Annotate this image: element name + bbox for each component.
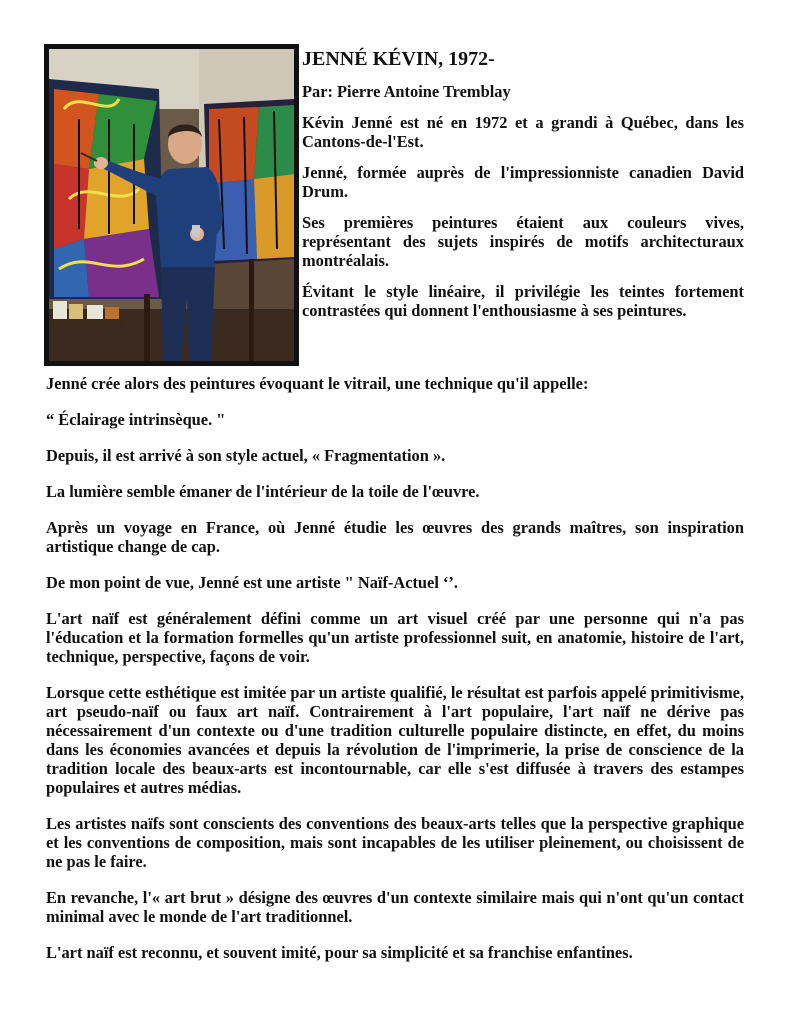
body-paragraph: Lorsque cette esthétique est imitée par un artiste qualifié, le résultat est parfois appelé primitivisme, art pseudo-naïf ou faux art naïf. Contrairement à l'art populaire, l'art naïf ne dérive pas nécessairement d'un contexte ou d'une tradition culturelle populaire distincte, en effet, du moins dans les économies avancées et depuis la révolution de l'imprimerie, la prise de conscience de la tradition locale des beaux-arts est incontournable, car elle s'est diffusée à travers des estampes populaires et autres médias.	[46, 683, 745, 797]
intro-paragraph: Ses premières peintures étaient aux couleurs vives, représentant des sujets inspirés de motifs architecturaux montréalais.	[302, 213, 744, 270]
intro-paragraph: Évitant le style linéaire, il privilégie les teintes fortement contrastées qui donnent l'enthousiasme à ses peintures.	[302, 282, 744, 320]
body-paragraph: De mon point de vue, Jenné est une artiste " Naïf-Actuel ‘’.	[46, 573, 458, 592]
header-column	[302, 46, 744, 332]
artist-photo-frame	[44, 44, 299, 366]
body-paragraph: En revanche, l'« art brut » désigne des œuvres d'un contexte similaire mais qui n'ont qu'un contact minimal avec le monde de l'art traditionnel.	[46, 888, 744, 926]
body-paragraph: Jenné crée alors des peintures évoquant le vitrail, une technique qu'il appelle:	[46, 374, 589, 393]
body-column	[46, 374, 744, 979]
body-paragraph: Les artistes naïfs sont conscients des conventions des beaux-arts telles que la perspective graphique et les conventions de composition, mais sont incapables de les utiliser pleinement, ou choisissent de ne pas le faire.	[46, 814, 744, 871]
intro-paragraph: Kévin Jenné est né en 1972 et a grandi à Québec, dans les Cantons-de-l'Est.	[302, 113, 744, 151]
body-paragraph: Depuis, il est arrivé à son style actuel, « Fragmentation ».	[46, 446, 446, 465]
body-paragraph: L'art naïf est reconnu, et souvent imité, pour sa simplicité et sa franchise enfantines.	[46, 943, 633, 962]
author-line: Par: Pierre Antoine Tremblay	[302, 82, 511, 101]
page-title: JENNÉ KÉVIN, 1972-	[302, 48, 495, 70]
body-paragraph: La lumière semble émaner de l'intérieur de la toile de l'œuvre.	[46, 482, 480, 501]
artist-painting-photo	[49, 49, 294, 361]
body-paragraph: Après un voyage en France, où Jenné étudie les œuvres des grands maîtres, son inspiration artistique change de cap.	[46, 518, 744, 556]
intro-paragraph: Jenné, formée auprès de l'impressionniste canadien David Drum.	[302, 163, 744, 201]
body-paragraph: L'art naïf est généralement défini comme un art visuel créé par une personne qui n'a pas l'éducation et la formation formelles qu'un artiste professionnel suit, en anatomie, histoire de l'art, technique, perspective, façons de voir.	[46, 609, 744, 666]
body-paragraph: “ Éclairage intrinsèque. "	[46, 410, 226, 429]
